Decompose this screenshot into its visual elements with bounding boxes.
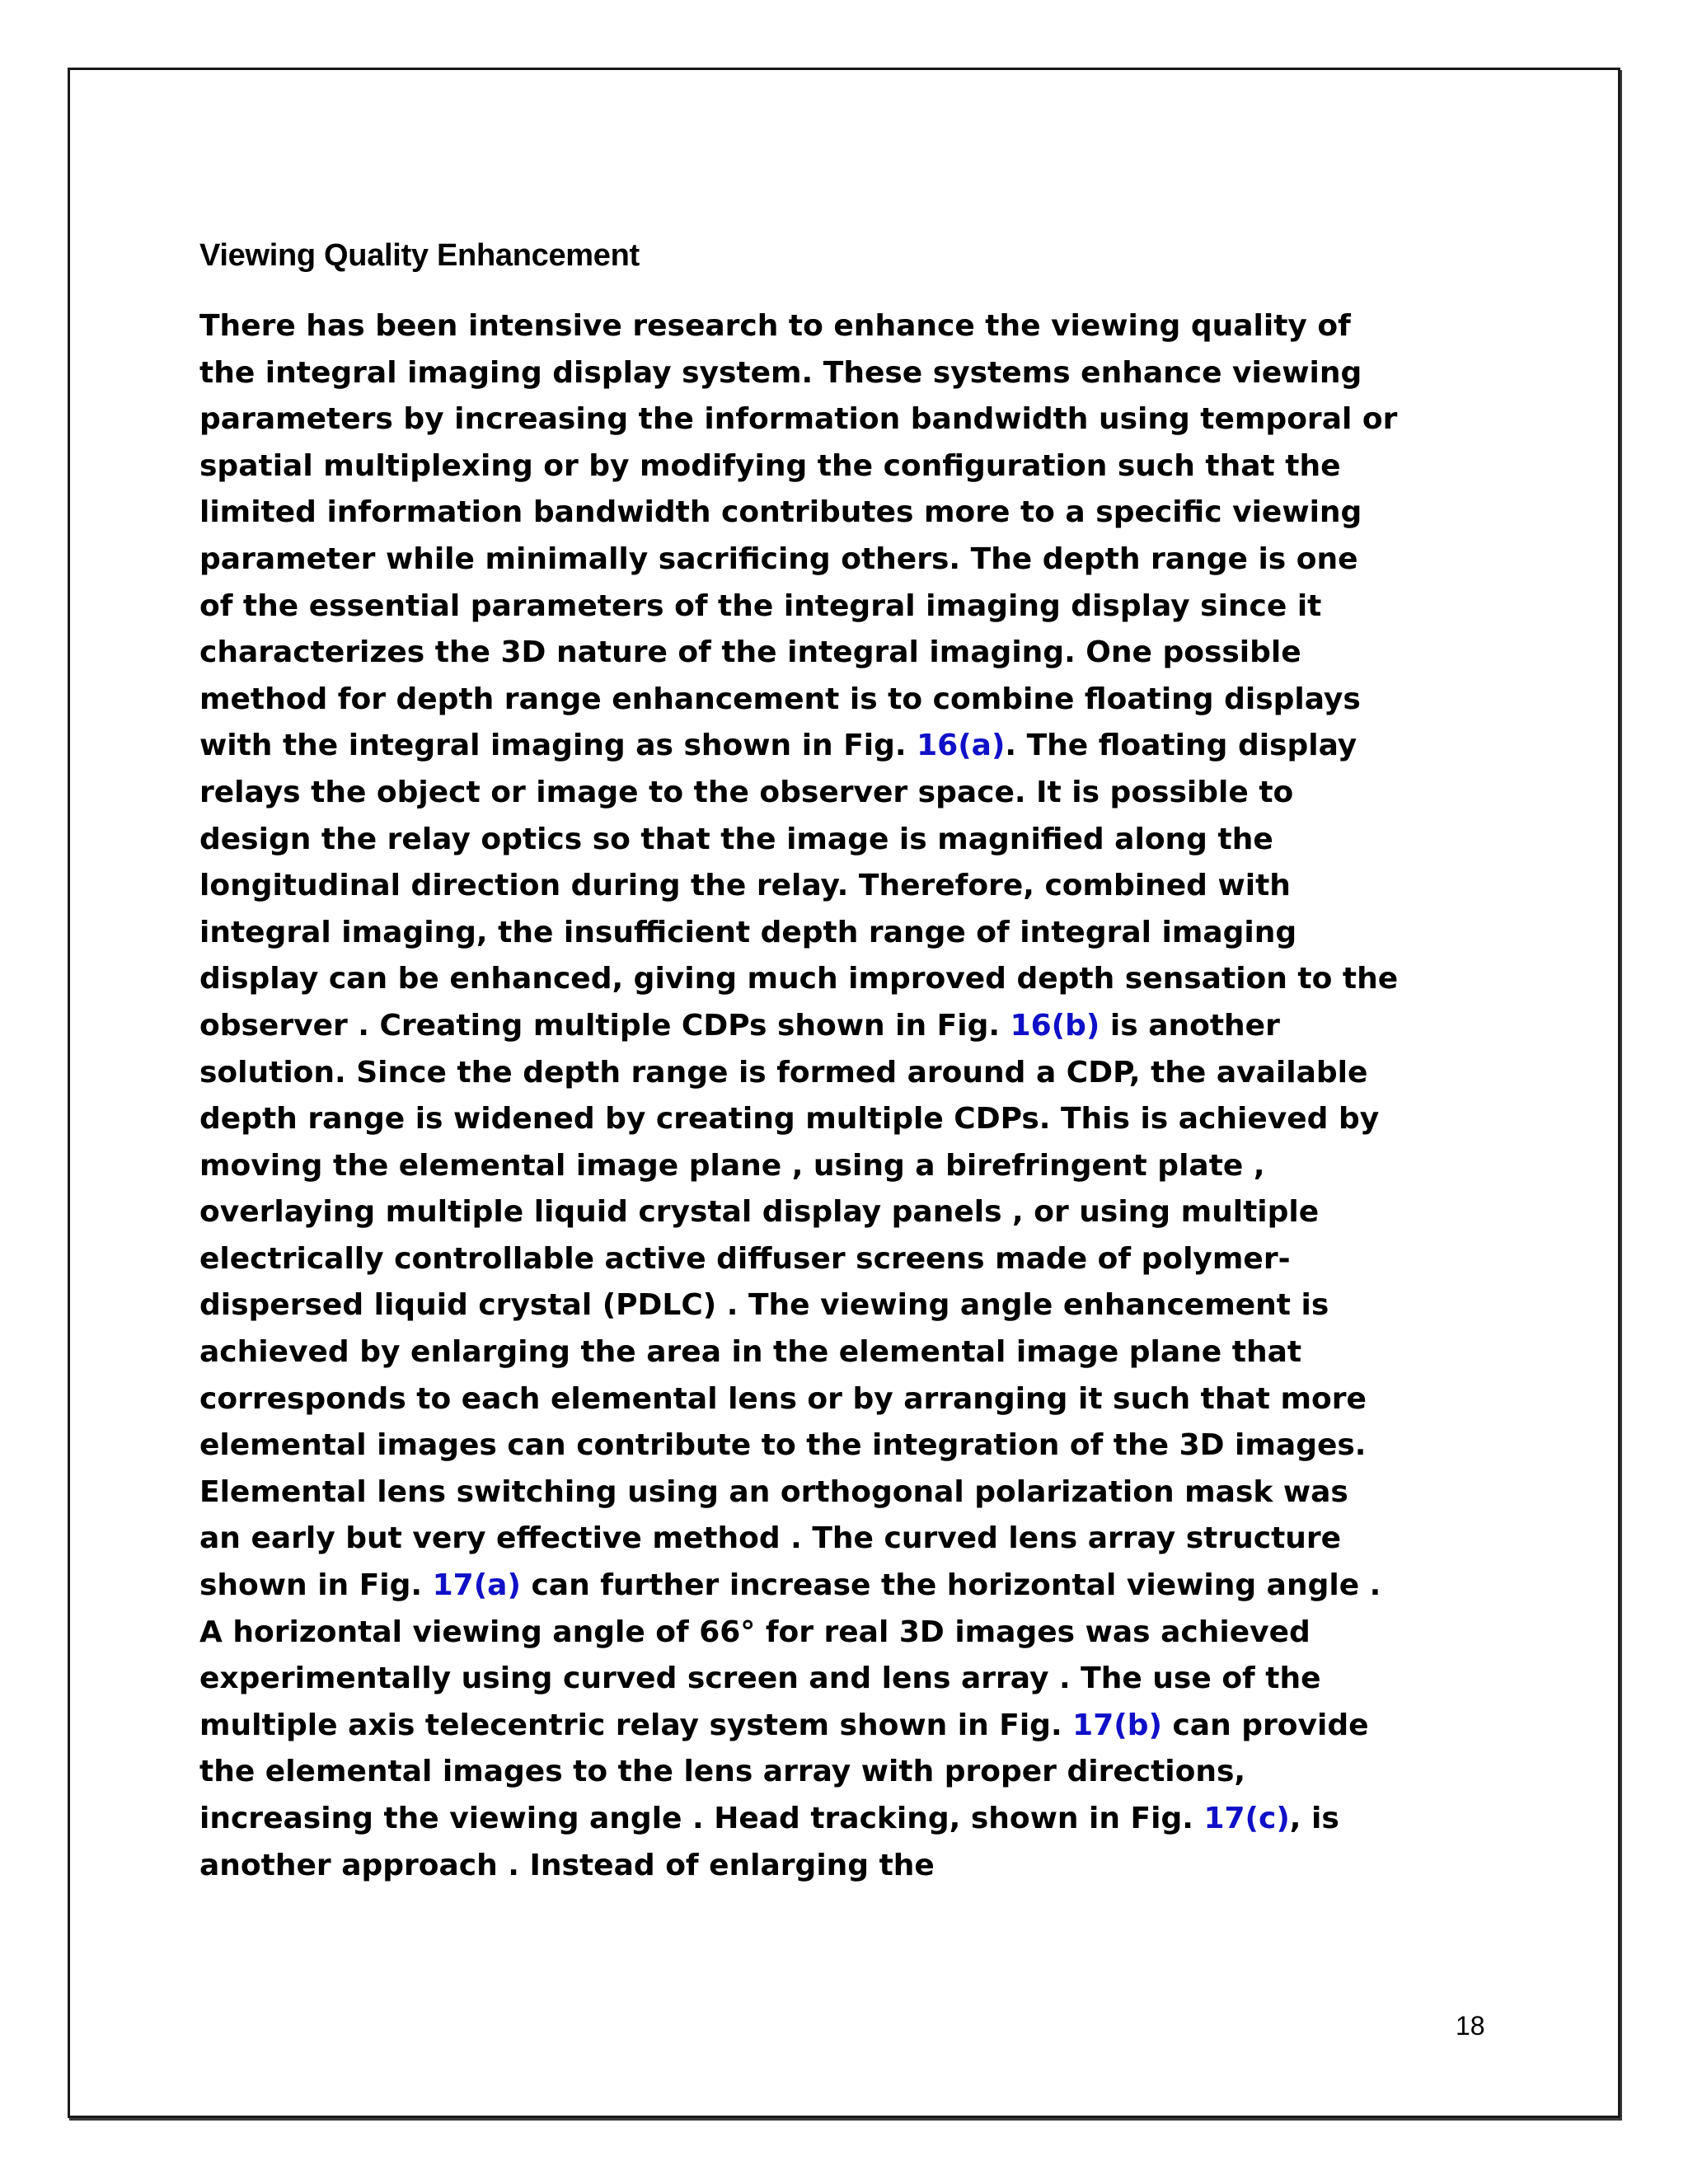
paragraph-line: an early but very effective method . The curved lens array structure <box>199 1521 1342 1556</box>
paragraph-line <box>199 1563 1502 1610</box>
line-text: with the integral imaging as shown in Fig. <box>199 729 917 763</box>
paragraph-line: There has been intensive research to enhance the viewing quality of <box>199 309 1351 343</box>
line-text: shown in Fig. <box>199 1568 433 1603</box>
paragraph-line: parameters by increasing the information bandwidth using temporal or <box>199 402 1398 437</box>
page-number: 18 <box>1456 2011 1485 2041</box>
line-text: is another <box>1100 1008 1280 1043</box>
paragraph-line: A horizontal viewing angle of 66° for real 3D images was achieved <box>199 1615 1311 1649</box>
paragraph-line: limited information bandwidth contributes more to a specific viewing <box>199 495 1362 530</box>
figure-reference-link[interactable]: 16(b) <box>1010 1008 1100 1043</box>
paragraph-line: method for depth range enhancement is to combine floating displays <box>199 682 1361 716</box>
paragraph-line: of the essential parameters of the integral imaging display since it <box>199 588 1322 623</box>
paragraph-line: dispersed liquid crystal (PDLC) . The viewing angle enhancement is <box>199 1288 1329 1323</box>
paragraph-line: longitudinal direction during the relay. Therefore, combined with <box>199 869 1291 903</box>
section-heading: Viewing Quality Enhancement <box>199 238 640 273</box>
body-paragraph <box>199 303 1502 1889</box>
line-text: . The floating display <box>1005 729 1357 763</box>
paragraph-line: integral imaging, the insufficient depth range of integral imaging <box>199 915 1297 949</box>
paragraph-line: depth range is widened by creating multiple CDPs. This is achieved by <box>199 1102 1380 1137</box>
paragraph-line: solution. Since the depth range is formed around a CDP, the available <box>199 1055 1368 1090</box>
paragraph-line: relays the object or image to the observer space. It is possible to <box>199 775 1294 809</box>
paragraph-line: parameter while minimally sacrificing others. The depth range is one <box>199 541 1358 576</box>
line-text: can provide <box>1161 1708 1369 1742</box>
paragraph-line: characterizes the 3D nature of the integral imaging. One possible <box>199 635 1301 670</box>
paragraph-line: Elemental lens switching using an orthogonal polarization mask was <box>199 1474 1348 1509</box>
paragraph-line: overlaying multiple liquid crystal display panels , or using multiple <box>199 1195 1320 1230</box>
paragraph-line: electrically controllable active diffuser screens made of polymer- <box>199 1241 1291 1276</box>
paragraph-line: spatial multiplexing or by modifying the configuration such that the <box>199 448 1341 483</box>
line-text: can further increase the horizontal viewing angle . <box>520 1568 1381 1603</box>
line-text: increasing the viewing angle . Head tracking, shown in Fig. <box>199 1802 1204 1835</box>
paragraph-line <box>199 1703 1502 1750</box>
paragraph-line: the integral imaging display system. These systems enhance viewing <box>199 355 1362 390</box>
paragraph-line: display can be enhanced, giving much improved depth sensation to the <box>199 962 1399 996</box>
figure-reference-link[interactable]: 16(a) <box>917 729 1006 763</box>
paragraph-line: another approach . Instead of enlarging the <box>199 1848 935 1882</box>
figure-reference-link[interactable]: 17(b) <box>1072 1708 1162 1742</box>
paragraph-line: design the relay optics so that the image is magnified along the <box>199 822 1273 856</box>
paragraph-line: elemental images can contribute to the integration of the 3D images. <box>199 1428 1367 1463</box>
paragraph-line <box>199 1003 1502 1050</box>
paragraph-line: moving the elemental image plane , using a birefringent plate , <box>199 1148 1265 1183</box>
figure-reference-link[interactable]: 17(c) <box>1203 1802 1290 1835</box>
line-text: multiple axis telecentric relay system shown in Fig. <box>199 1708 1073 1742</box>
page-content <box>199 232 1502 1889</box>
line-text: observer . Creating multiple CDPs shown in Fig. <box>199 1008 1010 1043</box>
paragraph-line: corresponds to each elemental lens or by arranging it such that more <box>199 1381 1367 1416</box>
line-text: , is <box>1289 1802 1339 1835</box>
paragraph-line: the elemental images to the lens array with proper directions, <box>199 1755 1246 1789</box>
paragraph-line: achieved by enlarging the area in the elemental image plane that <box>199 1335 1302 1370</box>
paragraph-line: experimentally using curved screen and lens array . The use of the <box>199 1661 1321 1696</box>
paragraph-line <box>199 723 1502 770</box>
paragraph-line <box>199 1796 1502 1843</box>
figure-reference-link[interactable]: 17(a) <box>432 1568 521 1603</box>
